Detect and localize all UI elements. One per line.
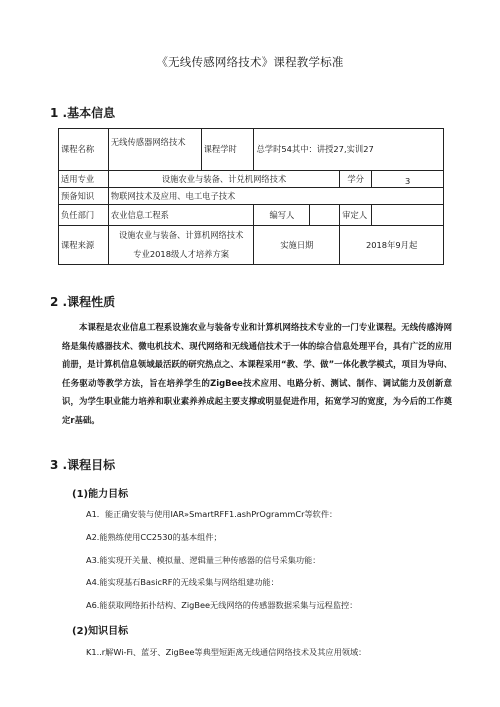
list-item: A1．能正确安装与使用IAR»SmartRFF1.ashPrOgrammCr等软件： [86,509,338,519]
table-cell: 实施日期 [254,226,340,265]
table-cell [108,226,254,265]
knowledge-goals-heading: (2)知识目标 [72,626,129,637]
table-cell: 课程学时 [201,129,254,171]
table-cell: 农业信息工程系 [108,205,254,226]
table-cell: 2018年9月起 [340,226,444,265]
basic-info-table [58,128,444,265]
course-nature-paragraph: 本课程是农业信息工程系设施农业与装备专业和计算机网络技术专业的一门专业课程。无线传感涛网络是集传感器技术、微电机技术、现代网络和无线通信技术于一体的综合信息处理平台，具有广泛的应用前册，是计算机信息领域最活跃的研究热点之、本课程采用“教、学、做”一体化教学模式，项目为导向、任务驱动等教学方法，旨在培养学生的ZigBee技术应用、电路分析、测试、制作、调试能力及创新意识，为学生职业能力培养和职业素养养成起主要支撑或明显促进作用，拓宽学习的宽度，为今后的工作奠定r基础。 [62,322,452,425]
table-cell: 物联网技术及应用、电工电子技术 [108,188,443,205]
table-row [59,188,444,205]
section-heading-course-goals: 3 .课程目标 [50,458,116,472]
table-cell: 预备知识 [59,188,109,205]
table-cell: 课程来源 [59,226,109,265]
table-cell: 3 [372,171,444,188]
table-row [59,171,444,188]
table-cell: 课程名称 [59,129,109,171]
table-row [59,129,444,171]
list-item: K1..r解Wi-Fi、蓝牙、ZigBee等典型短距离无线通信网络技术及其应用领域： [86,647,367,657]
document-title: 《无线传感网络技术》课程教学标准 [156,55,344,69]
section-heading-course-nature: 2 .课程性质 [50,295,116,309]
table-cell: 审定人 [340,205,372,226]
table-cell: 总学时54其中：讲授27,实训27 [254,129,444,171]
table-cell: 适用专业 [59,171,109,188]
ability-goals-heading: (1)能力目标 [72,489,129,500]
list-item: A3.能实现开关量、模拟量、逻辑量三种传感器的信号采集功能： [86,555,321,565]
table-cell: 设施农业与装备、计兑机网络技术 [108,171,339,188]
table-row [59,226,444,265]
list-item: A2.能熟练使用CC2530的基本组件； [86,532,222,542]
list-item: A4.能实现基石BasicRF的无线采集与网络组建功能： [86,577,279,587]
course-source-line: 专业2018级人才培养方案 [133,249,230,259]
table-cell: 负任部门 [59,205,109,226]
table-cell [310,205,340,226]
table-cell: 学分 [340,171,372,188]
list-item: A6.能获取网络拓扑结构、ZigBee无线网络的传感器数据采集与远程监控： [86,600,358,610]
course-source-line: 设施农业与装备、计算机网络技术 [118,230,244,240]
section-heading-basic-info: 1 .基本信息 [50,106,116,120]
table-cell: 无线传感器网络技术 [108,129,201,171]
table-cell [372,205,444,226]
table-row [59,205,444,226]
table-cell: 编写人 [254,205,310,226]
